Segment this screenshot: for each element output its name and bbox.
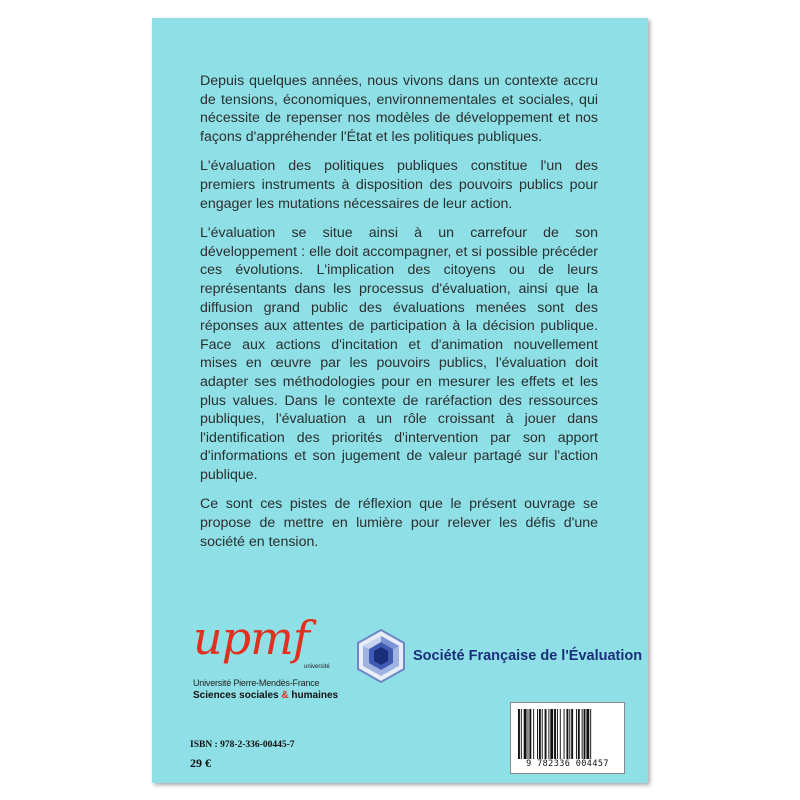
barcode-bar xyxy=(545,709,547,759)
isbn: ISBN : 978-2-336-00445-7 xyxy=(190,740,295,750)
barcode-bar xyxy=(557,709,558,759)
barcode xyxy=(510,702,625,774)
barcode-bar xyxy=(533,709,534,759)
upmf-faculty-name xyxy=(193,690,338,701)
barcode-bar xyxy=(524,709,527,759)
barcode-bar xyxy=(586,709,589,759)
price: 29 € xyxy=(190,756,211,770)
barcode-bar xyxy=(539,709,541,759)
barcode-bar xyxy=(566,709,568,759)
barcode-bar xyxy=(518,709,520,759)
barcode-bar xyxy=(537,709,538,759)
sfe-name: Société Française de l'Évaluation xyxy=(413,648,643,664)
barcode-bar xyxy=(529,709,531,759)
barcode-bar xyxy=(569,709,570,759)
hexagon-cube-icon xyxy=(355,628,407,684)
upmf-small-label: université xyxy=(304,664,330,670)
blurb-paragraph-2: L'évaluation des politiques publiques constitue l'un des premiers instruments à disposition des pouvoirs publics pour engager les mutations nécessaires de leur action. xyxy=(200,158,598,212)
barcode-bar xyxy=(590,709,591,759)
upmf-faculty-part2: humaines xyxy=(288,690,339,701)
upmf-logo xyxy=(193,611,339,709)
barcode-bar xyxy=(571,709,573,759)
barcode-bar xyxy=(548,709,549,759)
blurb-text xyxy=(200,72,598,562)
upmf-wordmark: upmf xyxy=(193,611,309,665)
barcode-bars xyxy=(517,709,618,759)
barcode-bar xyxy=(576,709,577,759)
upmf-university-name: Université Pierre-Mendès-France xyxy=(193,678,320,688)
barcode-bar xyxy=(521,709,522,759)
blurb-paragraph-3: L'évaluation se situe ainsi à un carrefour de son développement : elle doit accompagner, et si possible précéder ces évolutions. L'implication des citoyens ou de leurs représentants dans les processus d'évaluation, ainsi que la diffusion grand public des évaluations menées sont des réponses aux attentes de participation à la décision publique. Face aux actions d'incitation et d'animation nouvellement mises en œuvre par les pouvoirs publics, l'évaluation doit adapter ses méthodologies pour en mesurer les effets et les plus values. Dans le contexte de raréfaction des ressources publiques, l'évaluation a un rôle croissant à jouer dans l'identification des priorités d'intervention par son apport d'informations et son jugement de valeur partagé sur l'action publique. xyxy=(200,225,598,483)
barcode-number: 9 782336 004457 xyxy=(526,759,609,769)
sfe-logo xyxy=(355,626,643,686)
upmf-ampersand: & xyxy=(281,690,289,701)
barcode-bar xyxy=(554,709,556,759)
barcode-bar xyxy=(528,709,529,759)
barcode-bar xyxy=(584,709,586,759)
blurb-paragraph-4: Ce sont ces pistes de réflexion que le présent ouvrage se propose de mettre en lumière pour relever les défis d'une société en tension. xyxy=(200,496,598,550)
barcode-bar xyxy=(564,709,565,759)
blurb-paragraph-1: Depuis quelques années, nous vivons dans un contexte accru de tensions, économiques, environnementales et sociales, qui nécessite de repenser nos modèles de développement et nos façons d'appréhender l'État et les politiques publiques. xyxy=(200,73,598,145)
upmf-faculty-part1: Sciences sociales xyxy=(193,690,282,701)
back-cover xyxy=(152,18,648,783)
barcode-bar xyxy=(578,709,580,759)
barcode-bar xyxy=(560,709,561,759)
barcode-bar xyxy=(582,709,583,759)
barcode-bar xyxy=(542,709,543,759)
barcode-bar xyxy=(550,709,553,759)
